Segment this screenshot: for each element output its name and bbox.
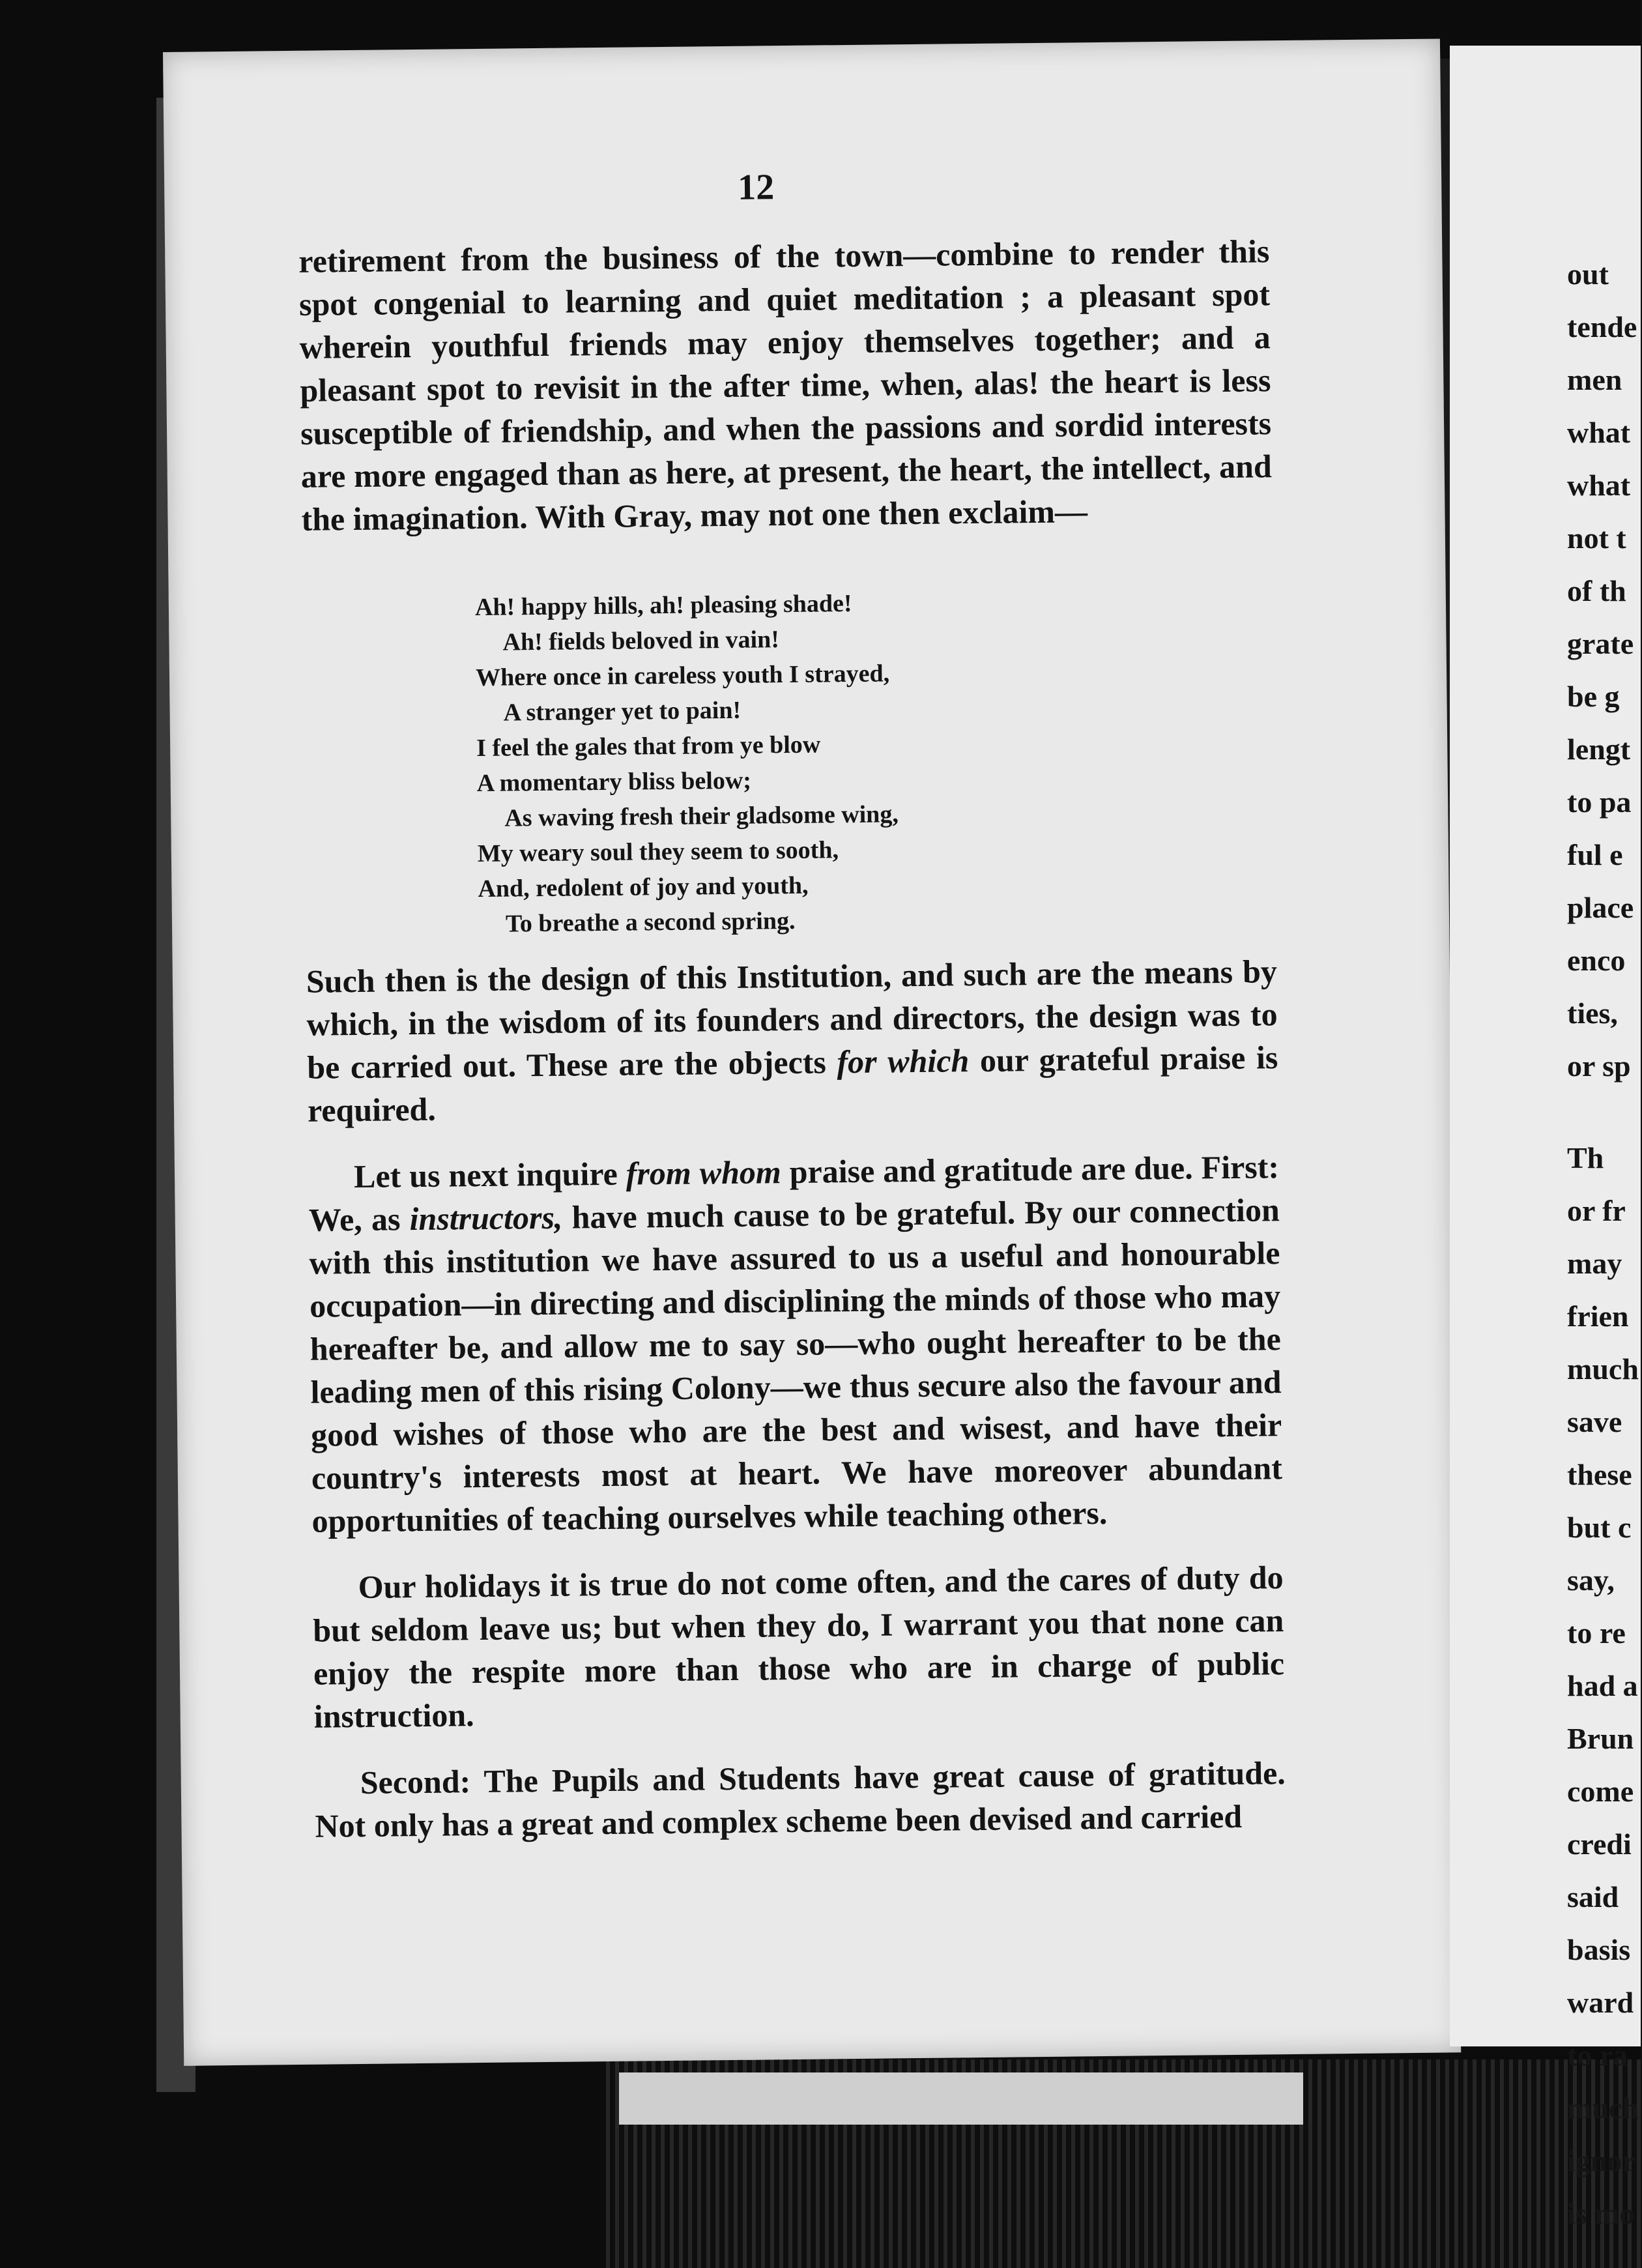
body-text: [306, 950, 1286, 1848]
right-page-text: [1567, 248, 1639, 2240]
right-fragment: may: [1567, 1247, 1622, 1280]
verse-line: My weary soul they seem to sooth,: [477, 836, 839, 868]
right-fragment: these: [1567, 1458, 1632, 1491]
paragraph-3-emphasis-1: from whom: [626, 1154, 782, 1192]
left-page: [163, 38, 1461, 2065]
verse-line: A momentary bliss below;: [476, 766, 752, 798]
right-fragment: basis: [1567, 1933, 1631, 1966]
paragraph-3-text-b: praise and gratitude are due. First: We, as: [308, 1148, 1280, 1238]
paragraph-1: [298, 229, 1273, 541]
right-fragment: Brun: [1567, 1722, 1634, 1755]
paragraph-3-text-c: have much cause to be grateful. By our connection with this institution we have assured to us a useful and honourable occupation—in directing and disciplining the minds of those who may hereafter be, and allow me to say so—who ought hereafter to be the leading men of this rising Colony—we thus secure also the favour and good wishes of those who are the best and wisest, and have their country's interests most at heart. We have moreover abundant opportunities of teaching ourselves while teaching others.: [309, 1191, 1283, 1539]
paragraph-5: Second: The Pupils and Students have great cause of gratitude. Not only has a great and complex scheme been devised and carried: [315, 1754, 1286, 1844]
paragraph-1-text: retirement from the business of the town—combine to render this spot congenial to learning and quiet meditation ; a pleasant spot wherein youthful friends may enjoy themselves together; and a pleasant spot to revisit in the after time, when, alas! the heart is less susceptible of friendship, and when the passions and sordid interests are more engaged than as here, at present, the heart, the intellect, and the imagination. With Gray, may not one then exclaim—: [298, 233, 1273, 538]
right-fragment: to re: [1567, 1616, 1626, 1650]
paragraph-3-text-a: Let us next inquire: [353, 1155, 618, 1195]
right-fragment: or sp: [1567, 1049, 1631, 1083]
right-fragment: say,: [1567, 1563, 1615, 1597]
paragraph-3: [308, 1145, 1283, 1543]
right-fragment: ties,: [1567, 996, 1618, 1030]
verse-line: A stranger yet to pain!: [503, 696, 742, 727]
verse-line: Where once in careless youth I strayed,: [475, 660, 890, 692]
right-fragment: place: [1567, 891, 1634, 924]
paragraph-2-emphasis: for which: [837, 1042, 970, 1081]
right-fragment: what: [1567, 416, 1631, 449]
paragraph-2: [306, 950, 1279, 1132]
right-fragment: had a: [1567, 1669, 1638, 1702]
paragraph-3-emphasis-2: instructors,: [409, 1199, 563, 1238]
right-fragment: ful e: [1567, 838, 1623, 871]
verse-line: As waving fresh their gladsome wing,: [504, 800, 899, 832]
verse-block: [475, 585, 900, 942]
verse-line: Ah! happy hills, ah! pleasing shade!: [474, 589, 852, 622]
right-fragment: much: [1567, 2091, 1639, 2125]
right-fragment: said: [1567, 1880, 1619, 1913]
right-fragment: what: [1567, 469, 1631, 502]
page-number: 12: [737, 167, 775, 208]
right-fragment: ward: [1567, 1986, 1634, 2019]
right-fragment: or fr: [1567, 1194, 1626, 1227]
right-fragment: is mo: [1567, 2197, 1635, 2230]
page-block-edge: [619, 2072, 1303, 2125]
verse-line: Ah! fields beloved in vain!: [502, 626, 780, 656]
right-fragment: Th: [1567, 1141, 1604, 1174]
paragraph-4: Our holidays it is true do not come often, and the cares of duty do but seldom leave us; but when they do, I warrant you that none can enjoy the respite more than those who are in charge of public instruction.: [313, 1559, 1285, 1735]
verse-line: I feel the gales that from ye blow: [476, 731, 821, 763]
verse-line: To breathe a second spring.: [505, 907, 796, 938]
right-page: [1450, 46, 1641, 2230]
right-fragment: enco: [1567, 944, 1626, 977]
paragraph-2-text-a: Such then is the design of this Institution, and such are the means by which, in the wisdom of its founders and directors, the design was to be carried out. These are the objects: [306, 953, 1278, 1086]
paragraph-2-text-b: our grateful praise is required.: [307, 1039, 1278, 1129]
right-fragment: tende: [1567, 310, 1637, 343]
right-fragment: but c: [1567, 1511, 1632, 1544]
right-fragment: come: [1567, 1775, 1634, 1808]
right-fragment: of th: [1567, 574, 1626, 607]
right-fragment: ignor: [1567, 2144, 1635, 2177]
verse-line: And, redolent of joy and youth,: [478, 871, 809, 903]
right-fragment: credi: [1567, 1827, 1632, 1861]
right-fragment: lengt: [1567, 733, 1631, 766]
right-fragment: save: [1567, 1405, 1622, 1438]
right-fragment: be g: [1567, 680, 1620, 713]
right-fragment: men: [1567, 363, 1622, 396]
right-fragment: not t: [1567, 521, 1626, 555]
right-fragment: grate: [1567, 627, 1634, 660]
right-fragment: much: [1567, 1352, 1639, 1386]
right-fragment: out: [1567, 257, 1609, 291]
right-fragment: frien: [1567, 1300, 1629, 1333]
right-fragment: to ra: [1567, 2039, 1628, 2072]
right-fragment: to pa: [1567, 785, 1632, 819]
